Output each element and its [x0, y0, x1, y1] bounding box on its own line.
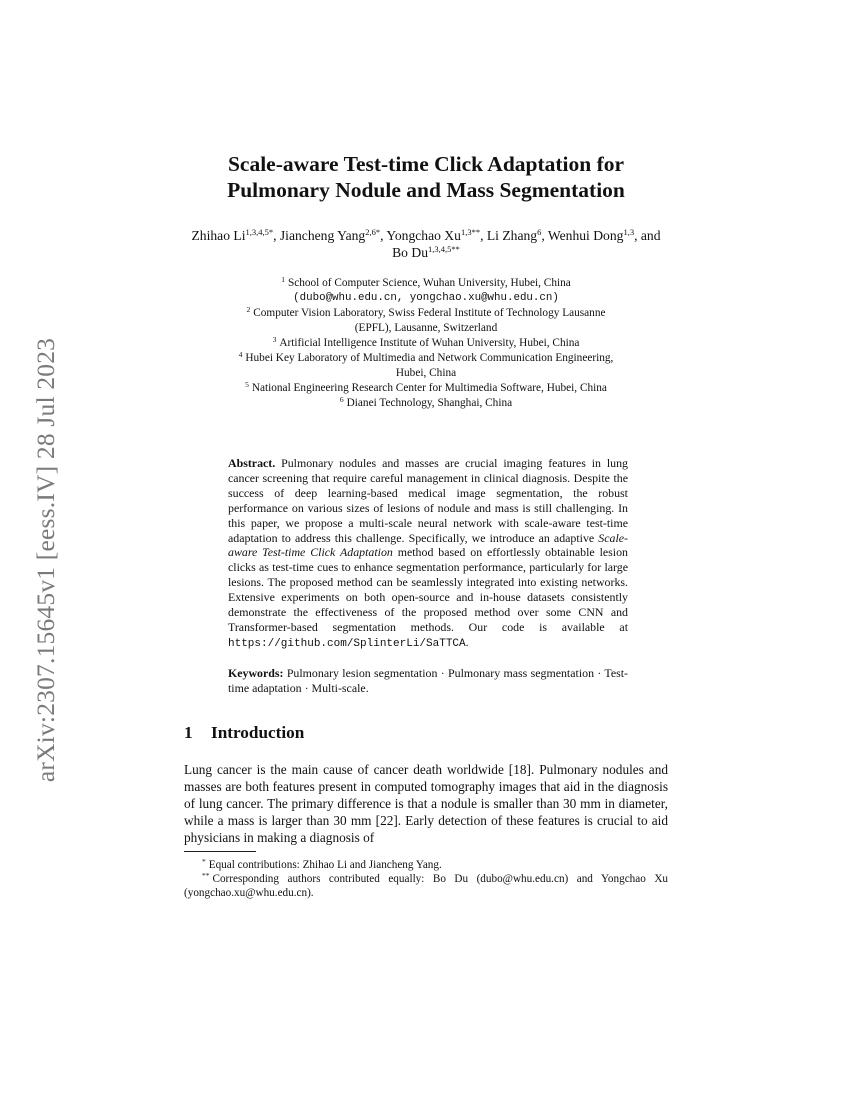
author-separator: , — [541, 228, 548, 243]
footnote-1 — [184, 858, 668, 872]
affiliation-4 — [184, 351, 668, 366]
footnote-mark: * — [202, 856, 206, 866]
author-separator: , — [273, 228, 280, 243]
footnotes — [184, 858, 668, 900]
author-name: Li Zhang — [486, 228, 538, 243]
footnote-rule — [184, 851, 256, 852]
arxiv-sidebar-stamp — [28, 300, 64, 820]
affiliation-mark: 1 — [281, 275, 285, 284]
affiliation-5 — [184, 381, 668, 396]
abstract-text-part2: method based on effortlessly obtainable lesion clicks as test-time cues to enhance segmentation performance, particularly for large lesions. The proposed method can be seamlessly integrated into existing networks. Extensive experiments on both open-source and in-house datasets consistently demonstrate the effectiveness of the proposed method over some CNN and Transformer-based segmentation methods. Our code is available at — [228, 545, 629, 634]
footnote-2 — [184, 872, 668, 900]
affiliation-text: Computer Vision Laboratory, Swiss Federal Institute of Technology Lausanne — [253, 307, 606, 319]
author-separator: , and — [634, 228, 661, 243]
arxiv-identifier: arXiv:2307.15645v1 [eess.IV] 28 Jul 2023 — [31, 337, 60, 783]
paper-title — [184, 151, 668, 203]
affiliation-text: National Engineering Research Center for Multimedia Software, Hubei, China — [251, 382, 607, 394]
affiliation-mark: 6 — [339, 395, 344, 404]
author-affiliation-marks: 1,3 — [623, 227, 635, 237]
author-list — [184, 227, 668, 261]
author-name: Bo Du — [392, 245, 428, 260]
affiliation-2 — [184, 306, 668, 321]
author-affiliation-marks: 6 — [537, 227, 542, 237]
author-affiliation-marks: 1,3,4,5** — [428, 244, 460, 254]
author-affiliation-marks: 1,3** — [460, 227, 481, 237]
affiliation-mark: 2 — [246, 305, 251, 314]
keywords — [228, 666, 628, 696]
section-heading — [184, 723, 668, 743]
affiliation-text: School of Computer Science, Wuhan University, Hubei, China — [287, 277, 571, 289]
affiliations — [184, 276, 668, 411]
affiliation-6 — [184, 396, 668, 411]
author-name: Wenhui Dong — [547, 228, 624, 243]
author-name: Yongchao Xu — [386, 228, 461, 243]
author-name: Jiancheng Yang — [279, 228, 366, 243]
abstract — [228, 456, 628, 652]
section-number: 1 — [184, 722, 193, 742]
keywords-text: Pulmonary lesion segmentation · Pulmonary mass segmentation · Test-time adaptation · Multi-scale. — [228, 665, 628, 695]
section-title: Introduction — [211, 722, 305, 742]
affiliation-4-cont: Hubei, China — [395, 367, 457, 379]
footnote-mark: ** — [202, 870, 210, 880]
affiliation-mark: 4 — [238, 350, 243, 359]
affiliation-3 — [184, 336, 668, 351]
author-separator: , — [480, 228, 487, 243]
footnote-text: Corresponding authors contributed equally: Bo Du (dubo@whu.edu.cn) and Yongchao Xu (yongchao.xu@whu.edu.cn). — [184, 872, 668, 899]
affiliation-mark: 5 — [245, 380, 249, 389]
keywords-label: Keywords: — [228, 665, 284, 680]
footnote-text: Equal contributions: Zhihao Li and Jiancheng Yang. — [208, 858, 442, 871]
affiliation-2-cont: (EPFL), Lausanne, Switzerland — [354, 322, 498, 334]
title-line-2: Pulmonary Nodule and Mass Segmentation — [227, 178, 625, 202]
intro-paragraph: Lung cancer is the main cause of cancer death worldwide [18]. Pulmonary nodules and masses are both features present in computed tomography images that aid in the diagnosis of lung cancer. The primary difference is that a nodule is smaller than 30 mm in diameter, while a mass is larger than 30 mm [22]. Early detection of these features is crucial to aid physicians in making a diagnosis of — [184, 761, 668, 845]
abstract-end: . — [465, 634, 469, 649]
author-affiliation-marks: 1,3,4,5* — [245, 227, 274, 237]
title-line-1: Scale-aware Test-time Click Adaptation for — [227, 152, 625, 176]
affiliation-text: Hubei Key Laboratory of Multimedia and Network Communication Engineering, — [245, 352, 614, 364]
abstract-text-part1: Pulmonary nodules and masses are crucial imaging features in lung cancer screening that require careful management in clinical diagnosis. Despite the success of deep learning-based medical image segmentation, the robust performance on various sizes of lesions of nodule and mass is still challenging. In this paper, we propose a multi-scale neural network with scale-aware test-time adaptation to address this challenge. Specifically, we introduce an adaptive — [228, 456, 628, 545]
author-name: Zhihao Li — [191, 228, 246, 243]
code-url-link[interactable]: https://github.com/SplinterLi/SaTTCA — [228, 637, 466, 650]
author-affiliation-marks: 2,6* — [365, 227, 381, 237]
affiliation-mark: 3 — [272, 335, 277, 344]
abstract-method-name: Scale-aware Test-time Click Adaptation — [228, 530, 628, 560]
affiliation-text: Dianei Technology, Shanghai, China — [346, 397, 513, 409]
affiliation-1-emails: (dubo@whu.edu.cn, yongchao.xu@whu.edu.cn) — [293, 292, 559, 304]
affiliation-text: Artificial Intelligence Institute of Wuhan University, Hubei, China — [279, 337, 580, 349]
affiliation-1 — [184, 276, 668, 291]
paper-page — [184, 0, 668, 900]
author-separator: , — [380, 228, 387, 243]
abstract-label: Abstract. — [228, 456, 276, 470]
